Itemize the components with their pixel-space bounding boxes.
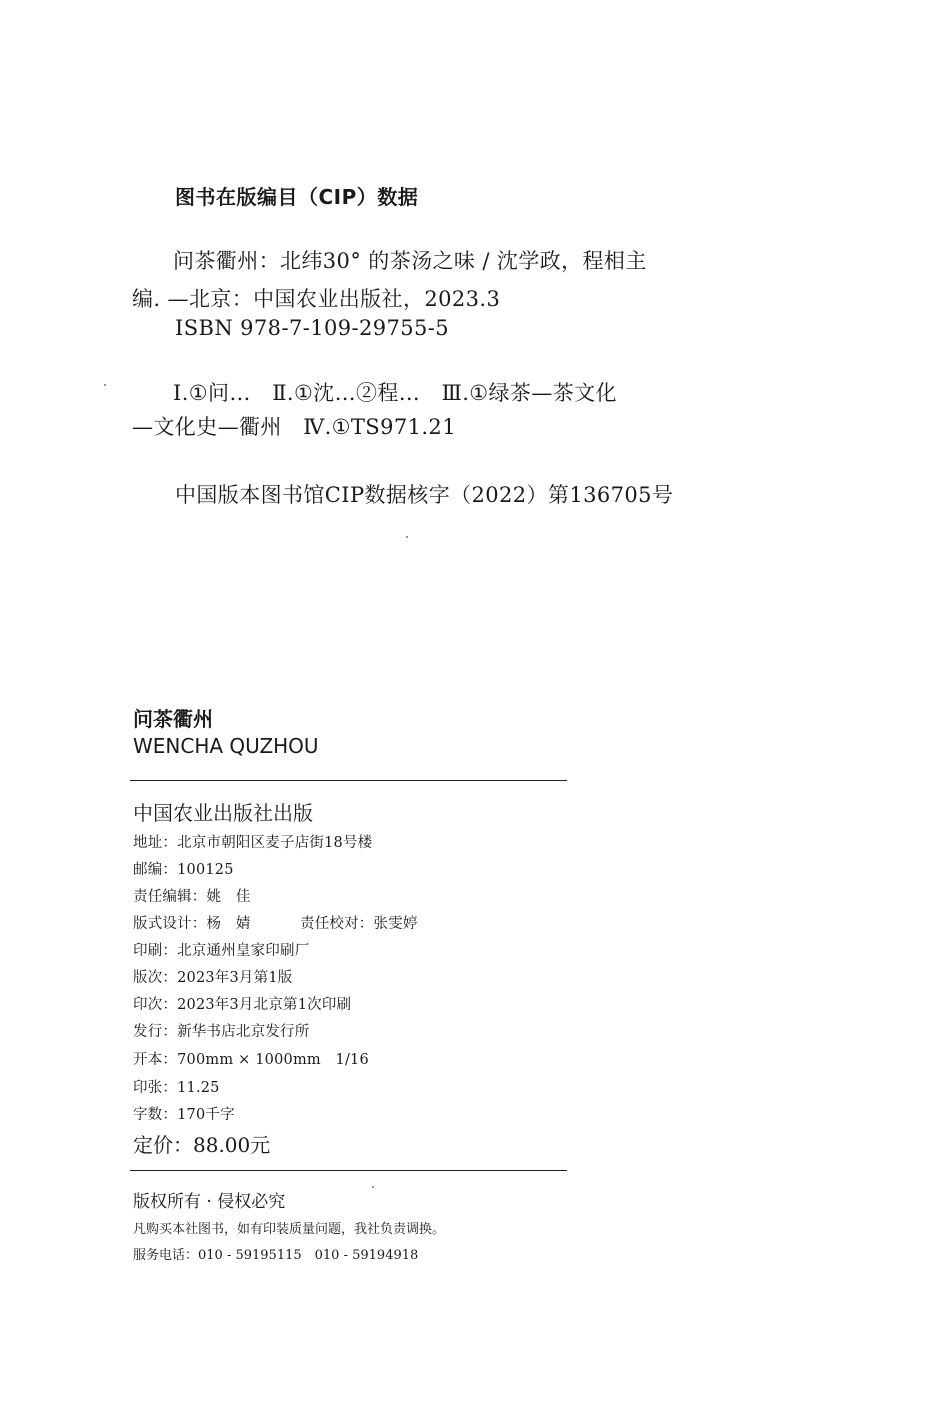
- book-title-english: WENCHA QUZHOU: [133, 734, 319, 758]
- quality-guarantee-note: 凡购买本社图书，如有印装质量问题，我社负责调换。: [133, 1222, 446, 1237]
- cip-line-isbn: ISBN 978-7-109-29755-5: [175, 316, 450, 340]
- printer: 印刷：北京通州皇家印刷厂: [133, 943, 310, 959]
- publisher-address: 地址：北京市朝阳区麦子店街18号楼: [133, 835, 373, 851]
- scan-speck: [406, 536, 408, 538]
- responsible-editor: 责任编辑：姚 佳: [133, 889, 251, 905]
- distributor: 发行：新华书店北京发行所: [133, 1024, 310, 1040]
- cip-line-publication: 编. —北京：中国农业出版社，2023.3: [132, 287, 501, 311]
- impression: 印次：2023年3月北京第1次印刷: [133, 997, 352, 1013]
- cip-line-classification: —文化史—衢州 Ⅳ.①TS971.21: [132, 415, 456, 439]
- cip-line-record-number: 中国版本图书馆CIP数据核字（2022）第136705号: [175, 483, 674, 507]
- divider-top: [130, 780, 567, 781]
- cip-line-title: 问茶衢州：北纬30° 的茶汤之味 / 沈学政，程相主: [173, 249, 647, 273]
- cip-line-subjects: Ⅰ.①问… Ⅱ.①沈…②程… Ⅲ.①绿茶—茶文化: [173, 381, 617, 405]
- scan-speck: [104, 384, 106, 386]
- printed-sheets: 印张：11.25: [133, 1080, 220, 1096]
- edition: 版次：2023年3月第1版: [133, 970, 293, 986]
- proofreader: 责任校对：张雯婷: [300, 916, 418, 932]
- cip-heading: 图书在版编目（CIP）数据: [175, 185, 419, 209]
- service-phone: 服务电话：010 - 59195115 010 - 59194918: [133, 1248, 419, 1263]
- publisher-line: 中国农业出版社出版: [133, 801, 313, 825]
- divider-bottom: [130, 1170, 567, 1171]
- book-title: 问茶衢州: [133, 707, 213, 731]
- layout-designer: 版式设计：杨 婧: [133, 916, 251, 932]
- price: 定价：88.00元: [133, 1133, 271, 1157]
- scan-speck: [372, 1186, 374, 1188]
- copyright-notice: 版权所有 · 侵权必究: [133, 1192, 286, 1212]
- postcode: 邮编：100125: [133, 862, 234, 878]
- word-count: 字数：170千字: [133, 1107, 235, 1123]
- book-format: 开本：700mm × 1000mm 1/16: [133, 1052, 369, 1068]
